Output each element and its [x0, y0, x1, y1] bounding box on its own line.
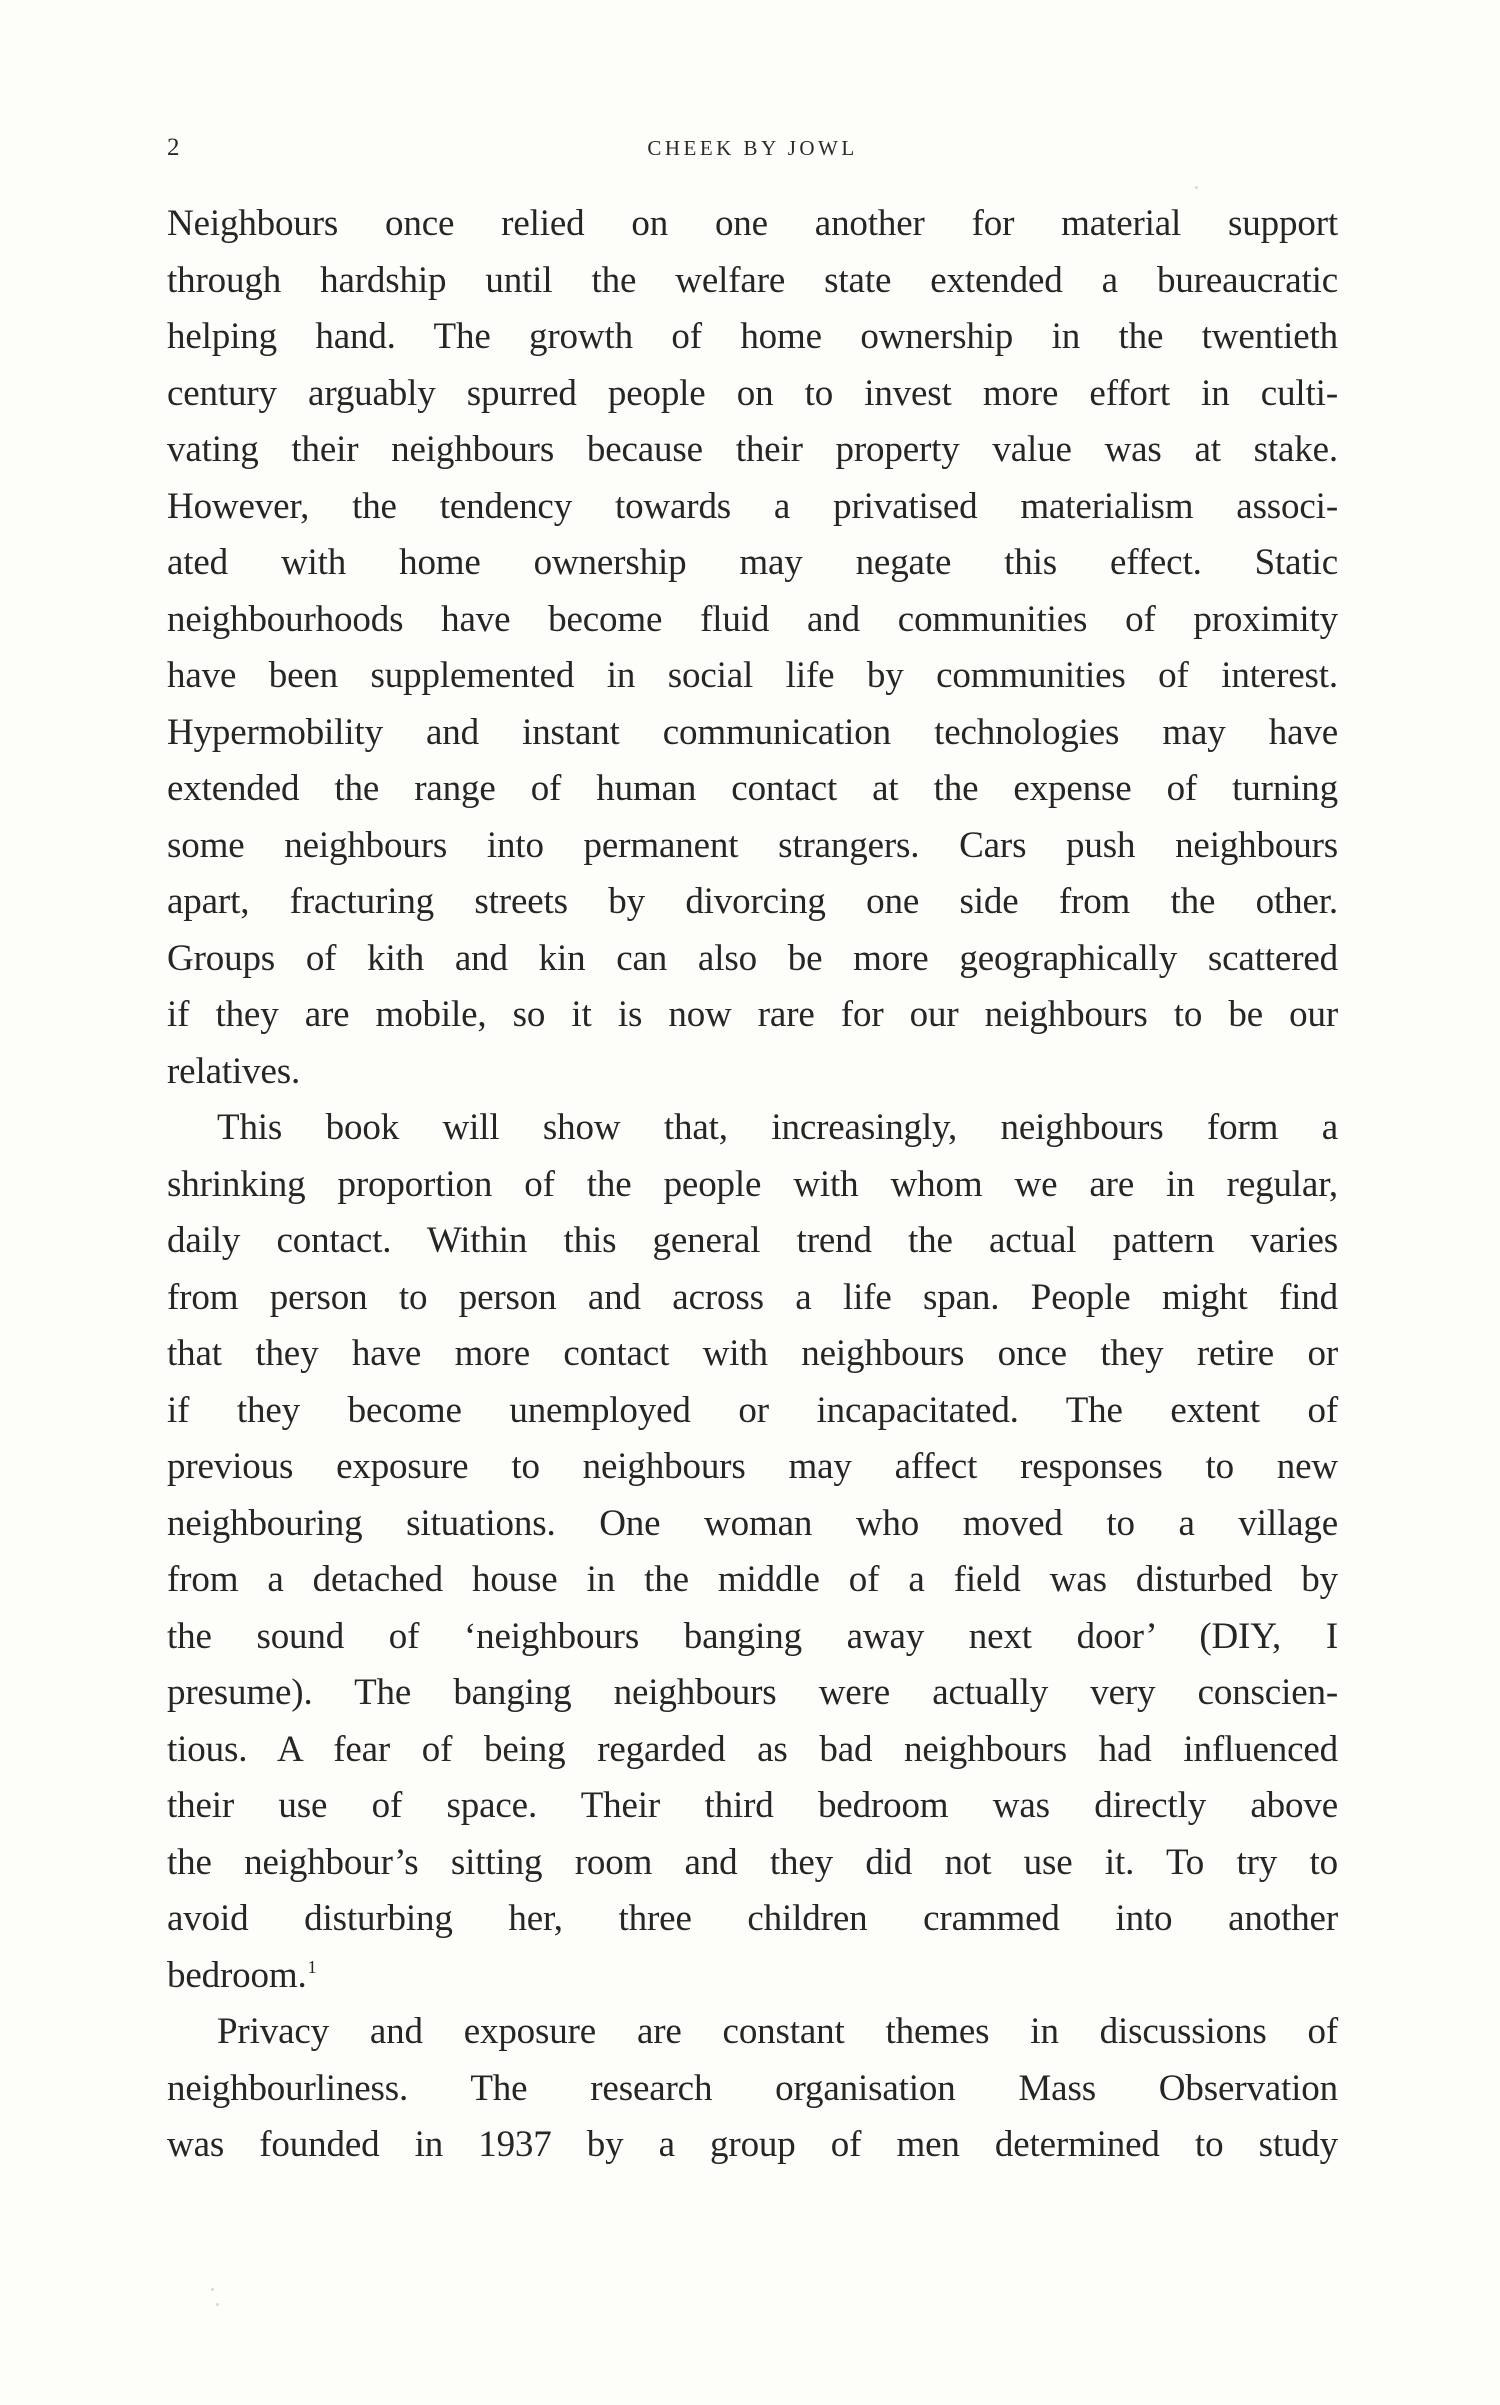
- text-line: neighbourliness. The research organisation Mass Observation: [167, 2067, 1338, 2109]
- text-line: century arguably spurred people on to invest more effort in culti-: [167, 372, 1338, 414]
- text-line: avoid disturbing her, three children crammed into another: [167, 1898, 1338, 1939]
- footnote-reference[interactable]: 1: [307, 1956, 317, 1977]
- text-line: apart, fracturing streets by divorcing one side from the other.: [167, 881, 1338, 922]
- text-line: was founded in 1937 by a group of men determined to study: [167, 2124, 1338, 2165]
- text-line: bedroom.$^1$: [167, 1954, 317, 1996]
- text-line: some neighbours into permanent strangers. Cars push neighbours: [167, 824, 1338, 866]
- text-line: from a detached house in the middle of a field was disturbed by: [167, 1559, 1338, 1600]
- text-line: that they have more contact with neighbours once they retire or: [167, 1333, 1338, 1374]
- paragraph-2: [167, 1100, 1338, 2004]
- text-line: shrinking proportion of the people with whom we are in regular,: [167, 1163, 1338, 1205]
- text-line: Groups of kith and kin can also be more geographically scattered: [167, 937, 1338, 979]
- running-title: CHEEK BY JOWL: [647, 136, 858, 160]
- text-line: have been supplemented in social life by communities of interest.: [167, 655, 1338, 696]
- text-line: vating their neighbours because their property value was at stake.: [167, 429, 1338, 470]
- text-line: the neighbour’s sitting room and they did not use it. To try to: [167, 1841, 1338, 1883]
- scan-speck: [1195, 186, 1198, 189]
- text-line: through hardship until the welfare state extended a bureaucratic: [167, 259, 1338, 301]
- running-head: [167, 128, 1338, 168]
- paragraph-1: [167, 196, 1338, 1100]
- text-line: if they are mobile, so it is now rare for our neighbours to be our: [167, 994, 1338, 1035]
- text-line: ated with home ownership may negate this effect. Static: [167, 542, 1338, 583]
- text-line: This book will show that, increasingly, neighbours form a: [217, 1107, 1338, 1148]
- text-line: helping hand. The growth of home ownership in the twentieth: [167, 316, 1338, 357]
- paragraph-3: [167, 2004, 1338, 2174]
- text-line: neighbouring situations. One woman who moved to a village: [167, 1502, 1338, 1544]
- body-text: [167, 196, 1338, 2174]
- text-line: Hypermobility and instant communication technologies may have: [167, 711, 1338, 753]
- text-line: Privacy and exposure are constant themes in discussions of: [217, 2011, 1338, 2052]
- text-line: presume). The banging neighbours were actually very conscien-: [167, 1672, 1338, 1713]
- text-line: from person to person and across a life span. People might find: [167, 1276, 1338, 1318]
- text-line: daily contact. Within this general trend the actual pattern varies: [167, 1220, 1338, 1261]
- text-line: extended the range of human contact at the expense of turning: [167, 768, 1338, 809]
- page-number: 2: [167, 134, 180, 161]
- text-line: neighbourhoods have become fluid and communities of proximity: [167, 598, 1338, 640]
- text-line: tious. A fear of being regarded as bad neighbours had influenced: [167, 1728, 1338, 1770]
- scan-speck: [216, 2303, 219, 2306]
- text-line: However, the tendency towards a privatised materialism associ-: [167, 485, 1338, 527]
- text-line: previous exposure to neighbours may affect responses to new: [167, 1446, 1338, 1487]
- scan-speck: [211, 2288, 214, 2291]
- text-line: relatives.: [167, 1050, 301, 1092]
- text-line: the sound of ‘neighbours banging away next door’ (DIY, I: [167, 1615, 1338, 1657]
- text-line: their use of space. Their third bedroom was directly above: [167, 1785, 1338, 1826]
- text-line: if they become unemployed or incapacitated. The extent of: [167, 1389, 1338, 1431]
- text-line: Neighbours once relied on one another for material support: [167, 203, 1338, 244]
